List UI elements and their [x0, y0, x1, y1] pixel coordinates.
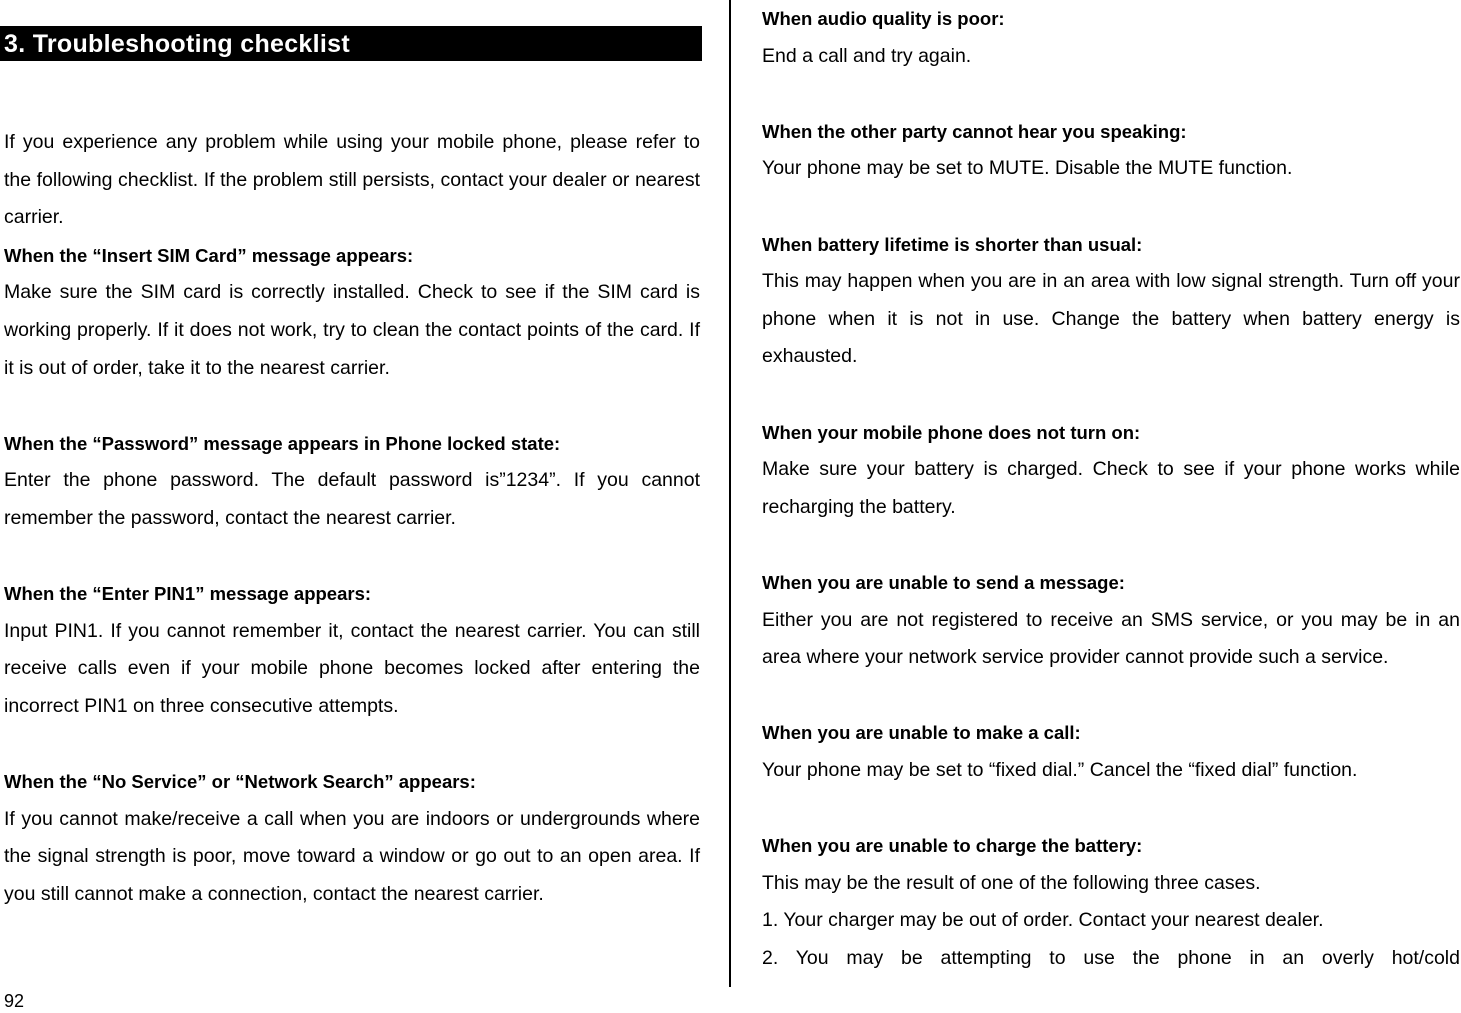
item-send-message	[762, 564, 1460, 677]
left-column	[4, 124, 700, 951]
column-divider	[729, 0, 731, 987]
section-title: 3. Troubleshooting checklist	[0, 26, 702, 61]
item-body: Your phone may be set to MUTE. Disable the MUTE function.	[762, 157, 1293, 180]
item-other-party	[762, 113, 1460, 188]
case-item: 1. Your charger may be out of order. Contact your nearest dealer.	[762, 909, 1324, 932]
item-password	[4, 425, 700, 538]
item-insert-sim	[4, 237, 700, 387]
intro-paragraph: If you experience any problem while using your mobile phone, please refer to the following checklist. If the problem still persists, contact your dealer or nearest carrier.	[4, 131, 700, 229]
item-heading: When audio quality is poor:	[762, 8, 1005, 29]
item-heading: When you are unable to charge the battery:	[762, 835, 1143, 857]
item-charge-battery	[762, 827, 1460, 977]
item-no-service	[4, 763, 700, 913]
item-body: Enter the phone password. The default password is”1234”. If you cannot remember the password, contact the nearest carrier.	[4, 469, 700, 529]
item-heading: When the “Enter PIN1” message appears:	[4, 583, 372, 605]
item-body: This may be the result of one of the following three cases.	[762, 871, 1261, 894]
item-heading: When the “Insert SIM Card” message appears:	[4, 244, 414, 266]
case-item: 2. You may be attempting to use the phone in an overly hot/cold	[762, 946, 1460, 969]
item-heading: When the other party cannot hear you speaking:	[762, 120, 1187, 142]
item-battery-lifetime	[762, 226, 1460, 376]
item-heading: When you are unable to send a message:	[762, 571, 1125, 593]
item-enter-pin1	[4, 575, 700, 725]
item-body: Either you are not registered to receive an SMS service, or you may be in an area where your network service provider cannot provide such a service.	[762, 608, 1460, 669]
item-body: Input PIN1. If you cannot remember it, contact the nearest carrier. You can still receive calls even if your mobile phone becomes locked after entering the incorrect PIN1 on three consecutive attempts.	[4, 619, 700, 717]
item-heading: When you are unable to make a call:	[762, 722, 1081, 744]
item-body: This may happen when you are in an area with low signal strength. Turn off your phone when it is not in use. Change the battery when battery energy is exhausted.	[762, 270, 1460, 368]
item-body: If you cannot make/receive a call when you are indoors or undergrounds where the signal strength is poor, move toward a window or go out to an open area. If you still cannot make a connection, contact the nearest carrier.	[4, 807, 700, 905]
right-column	[762, 0, 1460, 977]
item-body: Make sure the SIM card is correctly installed. Check to see if the SIM card is working properly. If it does not work, try to clean the contact points of the card. If it is out of order, take it to the nearest carrier.	[4, 281, 700, 379]
item-body: Make sure your battery is charged. Check to see if your phone works while recharging the battery.	[762, 458, 1460, 518]
item-no-power-on	[762, 414, 1460, 527]
item-heading: When the “No Service” or “Network Search” appears:	[4, 771, 476, 793]
item-make-call	[762, 714, 1460, 789]
item-body: Your phone may be set to “fixed dial.” Cancel the “fixed dial” function.	[762, 758, 1358, 781]
item-audio-quality	[762, 0, 1460, 75]
item-heading: When battery lifetime is shorter than usual:	[762, 233, 1143, 255]
item-body: End a call and try again.	[762, 44, 972, 67]
page-number: 92	[4, 991, 25, 1011]
item-heading: When the “Password” message appears in Phone locked state:	[4, 432, 561, 454]
item-heading: When your mobile phone does not turn on:	[762, 421, 1141, 443]
